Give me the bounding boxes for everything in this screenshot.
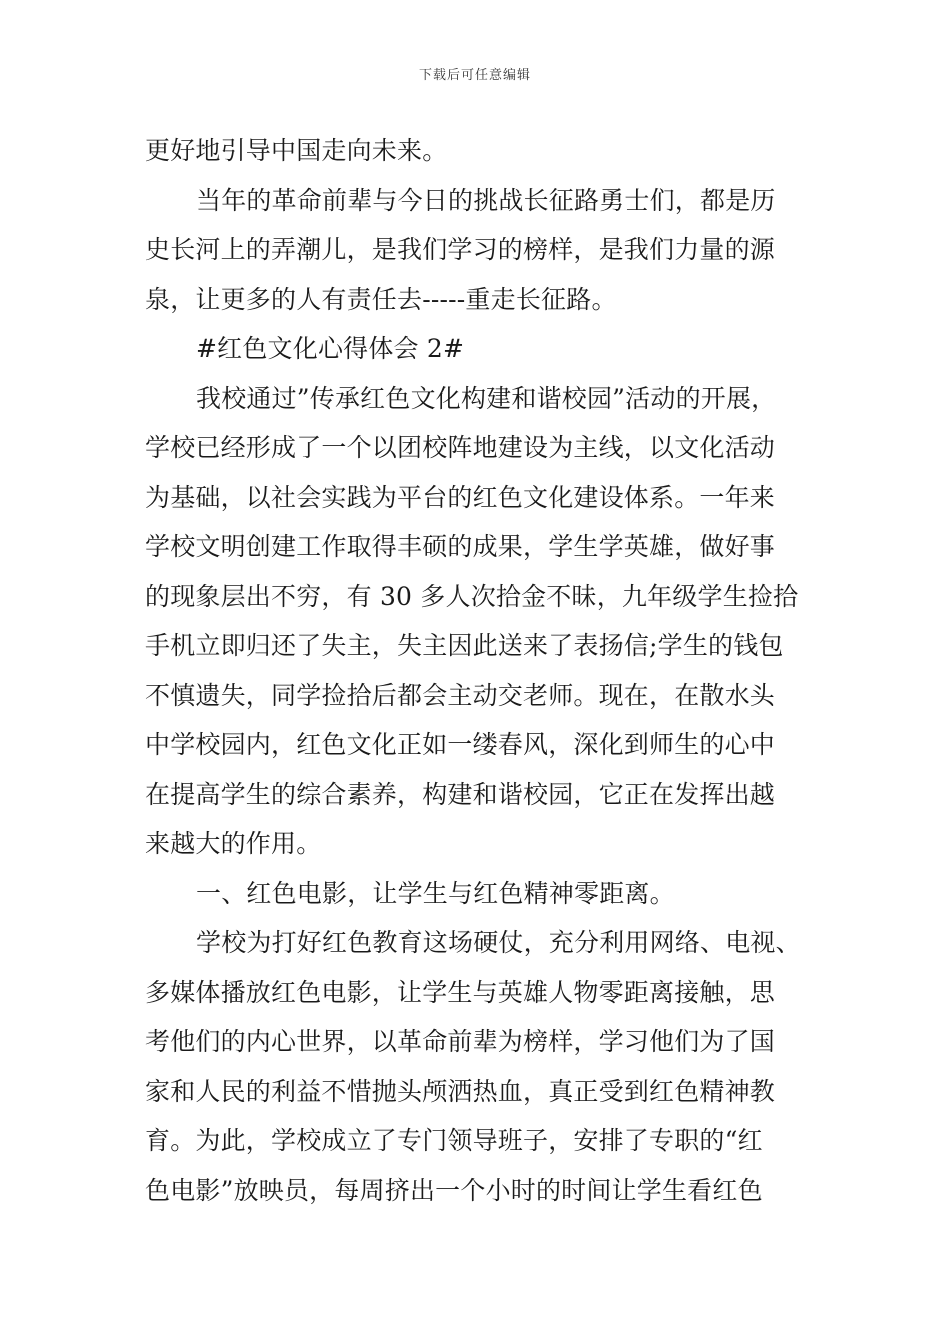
text-line: 多媒体播放红色电影，让学生与英雄人物零距离接触，思 <box>145 977 776 1007</box>
text-line: 为基础，以社会实践为平台的红色文化建设体系。一年来 <box>145 482 776 512</box>
text-line: 色电影”放映员，每周挤出一个小时的时间让学生看红色 <box>145 1175 763 1205</box>
text-line: 学校为打好红色教育这场硬仗，充分利用网络、电视、 <box>196 928 801 957</box>
text-line: 当年的革命前辈与今日的挑战长征路勇士们，都是历 <box>196 185 776 215</box>
text-line: 泉，让更多的人有责任去-----重走长征路。 <box>145 284 617 314</box>
text-line: 中学校园内，红色文化正如一缕春风，深化到师生的心中 <box>145 730 776 759</box>
section-heading: #红色文化心得体会 2# <box>196 334 465 363</box>
text-line: 史长河上的弄潮儿，是我们学习的榜样，是我们力量的源 <box>145 235 776 264</box>
text-line: 育。为此，学校成立了专门领导班子，安排了专职的“红 <box>145 1126 763 1155</box>
text-line: 学校已经形成了一个以团校阵地建设为主线，以文化活动 <box>145 433 776 462</box>
text-line: 不慎遗失，同学捡拾后都会主动交老师。现在，在散水头 <box>145 680 776 710</box>
text-line: 我校通过”传承红色文化构建和谐校园”活动的开展， <box>196 383 777 413</box>
text-line: 的现象层出不穷，有 30 多人次拾金不昧，九年级学生捡拾 <box>145 581 799 611</box>
text-line: 更好地引导中国走向未来。 <box>145 136 448 165</box>
text-line: 家和人民的利益不惜抛头颅洒热血，真正受到红色精神教 <box>145 1076 776 1106</box>
page-header-note: 下载后可任意编辑 <box>418 68 531 83</box>
text-line: 学校文明创建工作取得丰硕的成果，学生学英雄，做好事 <box>145 532 776 561</box>
text-line: 手机立即归还了失主，失主因此送来了表扬信;学生的钱包 <box>145 631 784 660</box>
document-body <box>145 126 825 1215</box>
text-line: 在提高学生的综合素养，构建和谐校园，它正在发挥出越 <box>145 779 776 809</box>
text-line: 考他们的内心世界，以革命前辈为榜样，学习他们为了国 <box>145 1027 776 1056</box>
text-line: 来越大的作用。 <box>145 829 322 858</box>
subsection-heading: 一、红色电影，让学生与红色精神零距离。 <box>196 878 675 908</box>
